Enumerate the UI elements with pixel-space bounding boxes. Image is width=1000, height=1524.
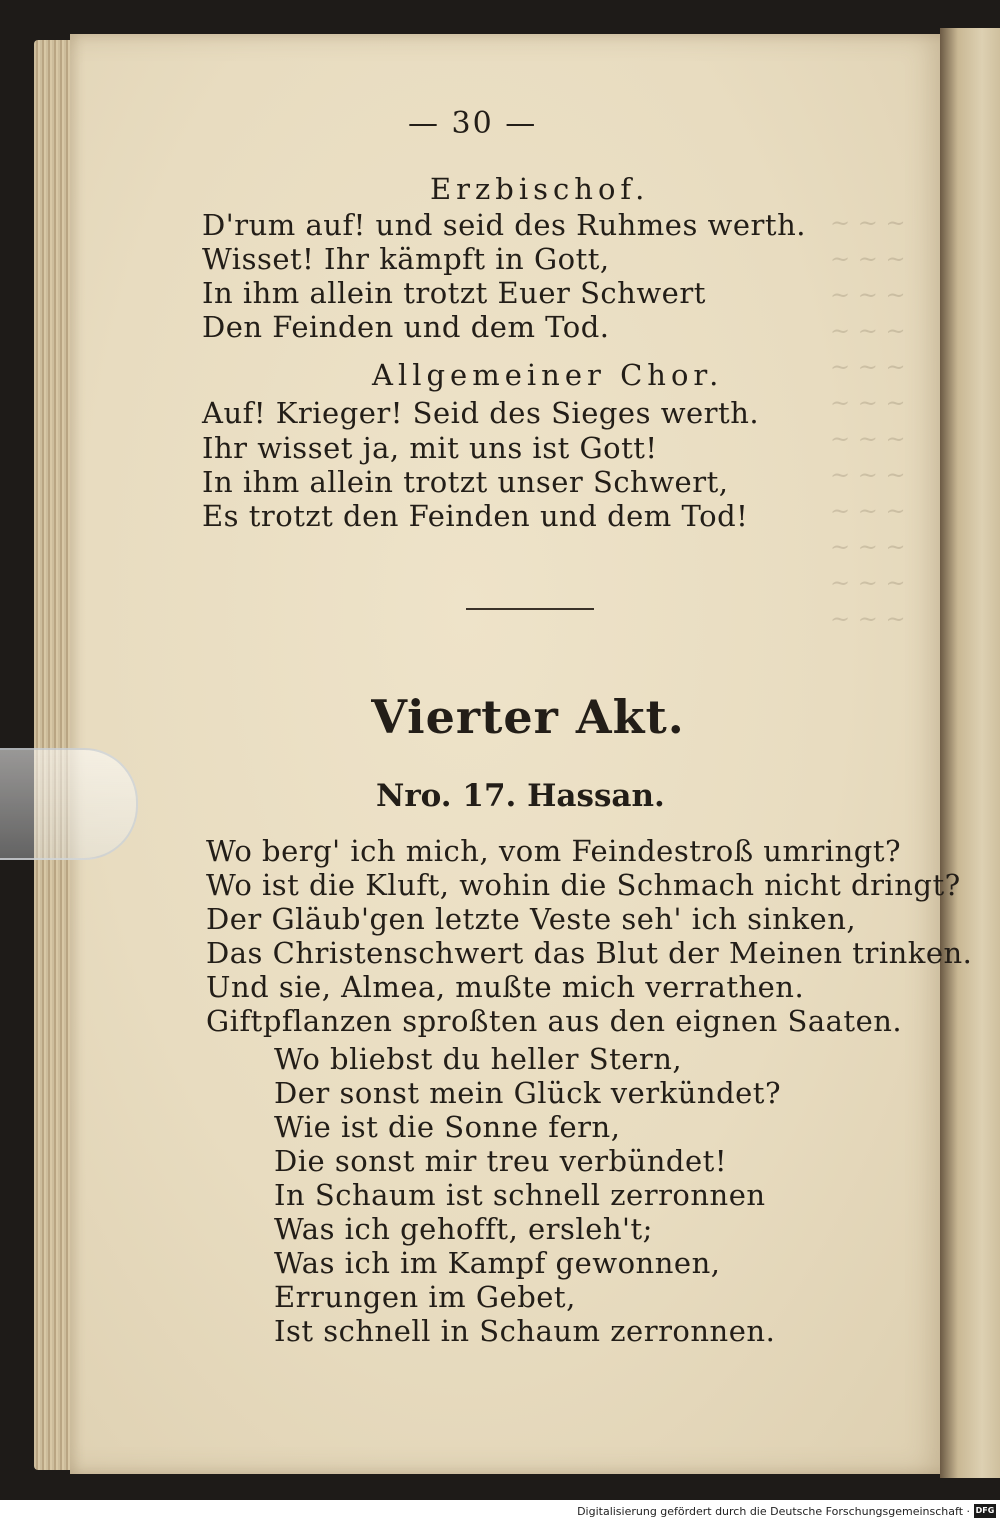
verse-line-indented: Was ich gehofft, ersleh't;: [274, 1212, 653, 1246]
number-heading: Nro. 17. Hassan.: [376, 778, 665, 814]
verse-line: Das Christenschwert das Blut der Meinen trinken.: [206, 936, 973, 970]
footer-credit: Digitalisierung gefördert durch die Deutsche Forschungsgemeinschaft ·: [577, 1505, 970, 1518]
verse-line: Auf! Krieger! Seid des Sieges werth.: [202, 396, 760, 430]
verse-line: Giftpflanzen sproßten aus den eignen Saaten.: [206, 1004, 903, 1038]
verse-line: Der Gläub'gen letzte Veste seh' ich sinken,: [206, 902, 857, 936]
verse-line-indented: Errungen im Gebet,: [274, 1280, 576, 1314]
verse-line: Wo ist die Kluft, wohin die Schmach nicht dringt?: [206, 868, 961, 902]
dfg-logo-icon: DFG: [974, 1504, 996, 1518]
verse-line-indented: Der sonst mein Glück verkündet?: [274, 1076, 782, 1110]
verse-line: Es trotzt den Feinden und dem Tod!: [202, 499, 749, 533]
page-number: — 30 —: [408, 106, 538, 141]
verse-line: In ihm allein trotzt Euer Schwert: [202, 276, 706, 310]
speaker-erzbischof: Erzbischof.: [430, 172, 650, 206]
verse-line: D'rum auf! und seid des Ruhmes werth.: [202, 208, 806, 242]
section-divider: [466, 608, 594, 610]
verse-line-indented: Was ich im Kampf gewonnen,: [274, 1246, 721, 1280]
verse-line: Wo berg' ich mich, vom Feindestroß umringt?: [206, 834, 902, 868]
verse-line: Und sie, Almea, mußte mich verrathen.: [206, 970, 805, 1004]
verse-line-indented: Die sonst mir treu verbündet!: [274, 1144, 727, 1178]
bleed-through-text: ~ ~ ~ ~ ~ ~ ~ ~ ~ ~ ~ ~ ~ ~ ~ ~ ~ ~ ~ ~ ~ ~ ~ ~ ~ ~ ~ ~ ~ ~ ~ ~ ~ ~ ~ ~: [830, 209, 906, 633]
verse-line-indented: In Schaum ist schnell zerronnen: [274, 1178, 766, 1212]
verse-line: Wisset! Ihr kämpft in Gott,: [202, 242, 610, 276]
verse-line: Den Feinden und dem Tod.: [202, 310, 610, 344]
verse-line-indented: Wo bliebst du heller Stern,: [274, 1042, 683, 1076]
speaker-chor: Allgemeiner Chor.: [372, 358, 724, 392]
verse-line-indented: Wie ist die Sonne fern,: [274, 1110, 621, 1144]
verse-line: Ihr wisset ja, mit uns ist Gott!: [202, 431, 658, 465]
act-title: Vierter Akt.: [371, 690, 685, 744]
verse-line: In ihm allein trotzt unser Schwert,: [202, 465, 729, 499]
verse-line-indented: Ist schnell in Schaum zerronnen.: [274, 1314, 776, 1348]
